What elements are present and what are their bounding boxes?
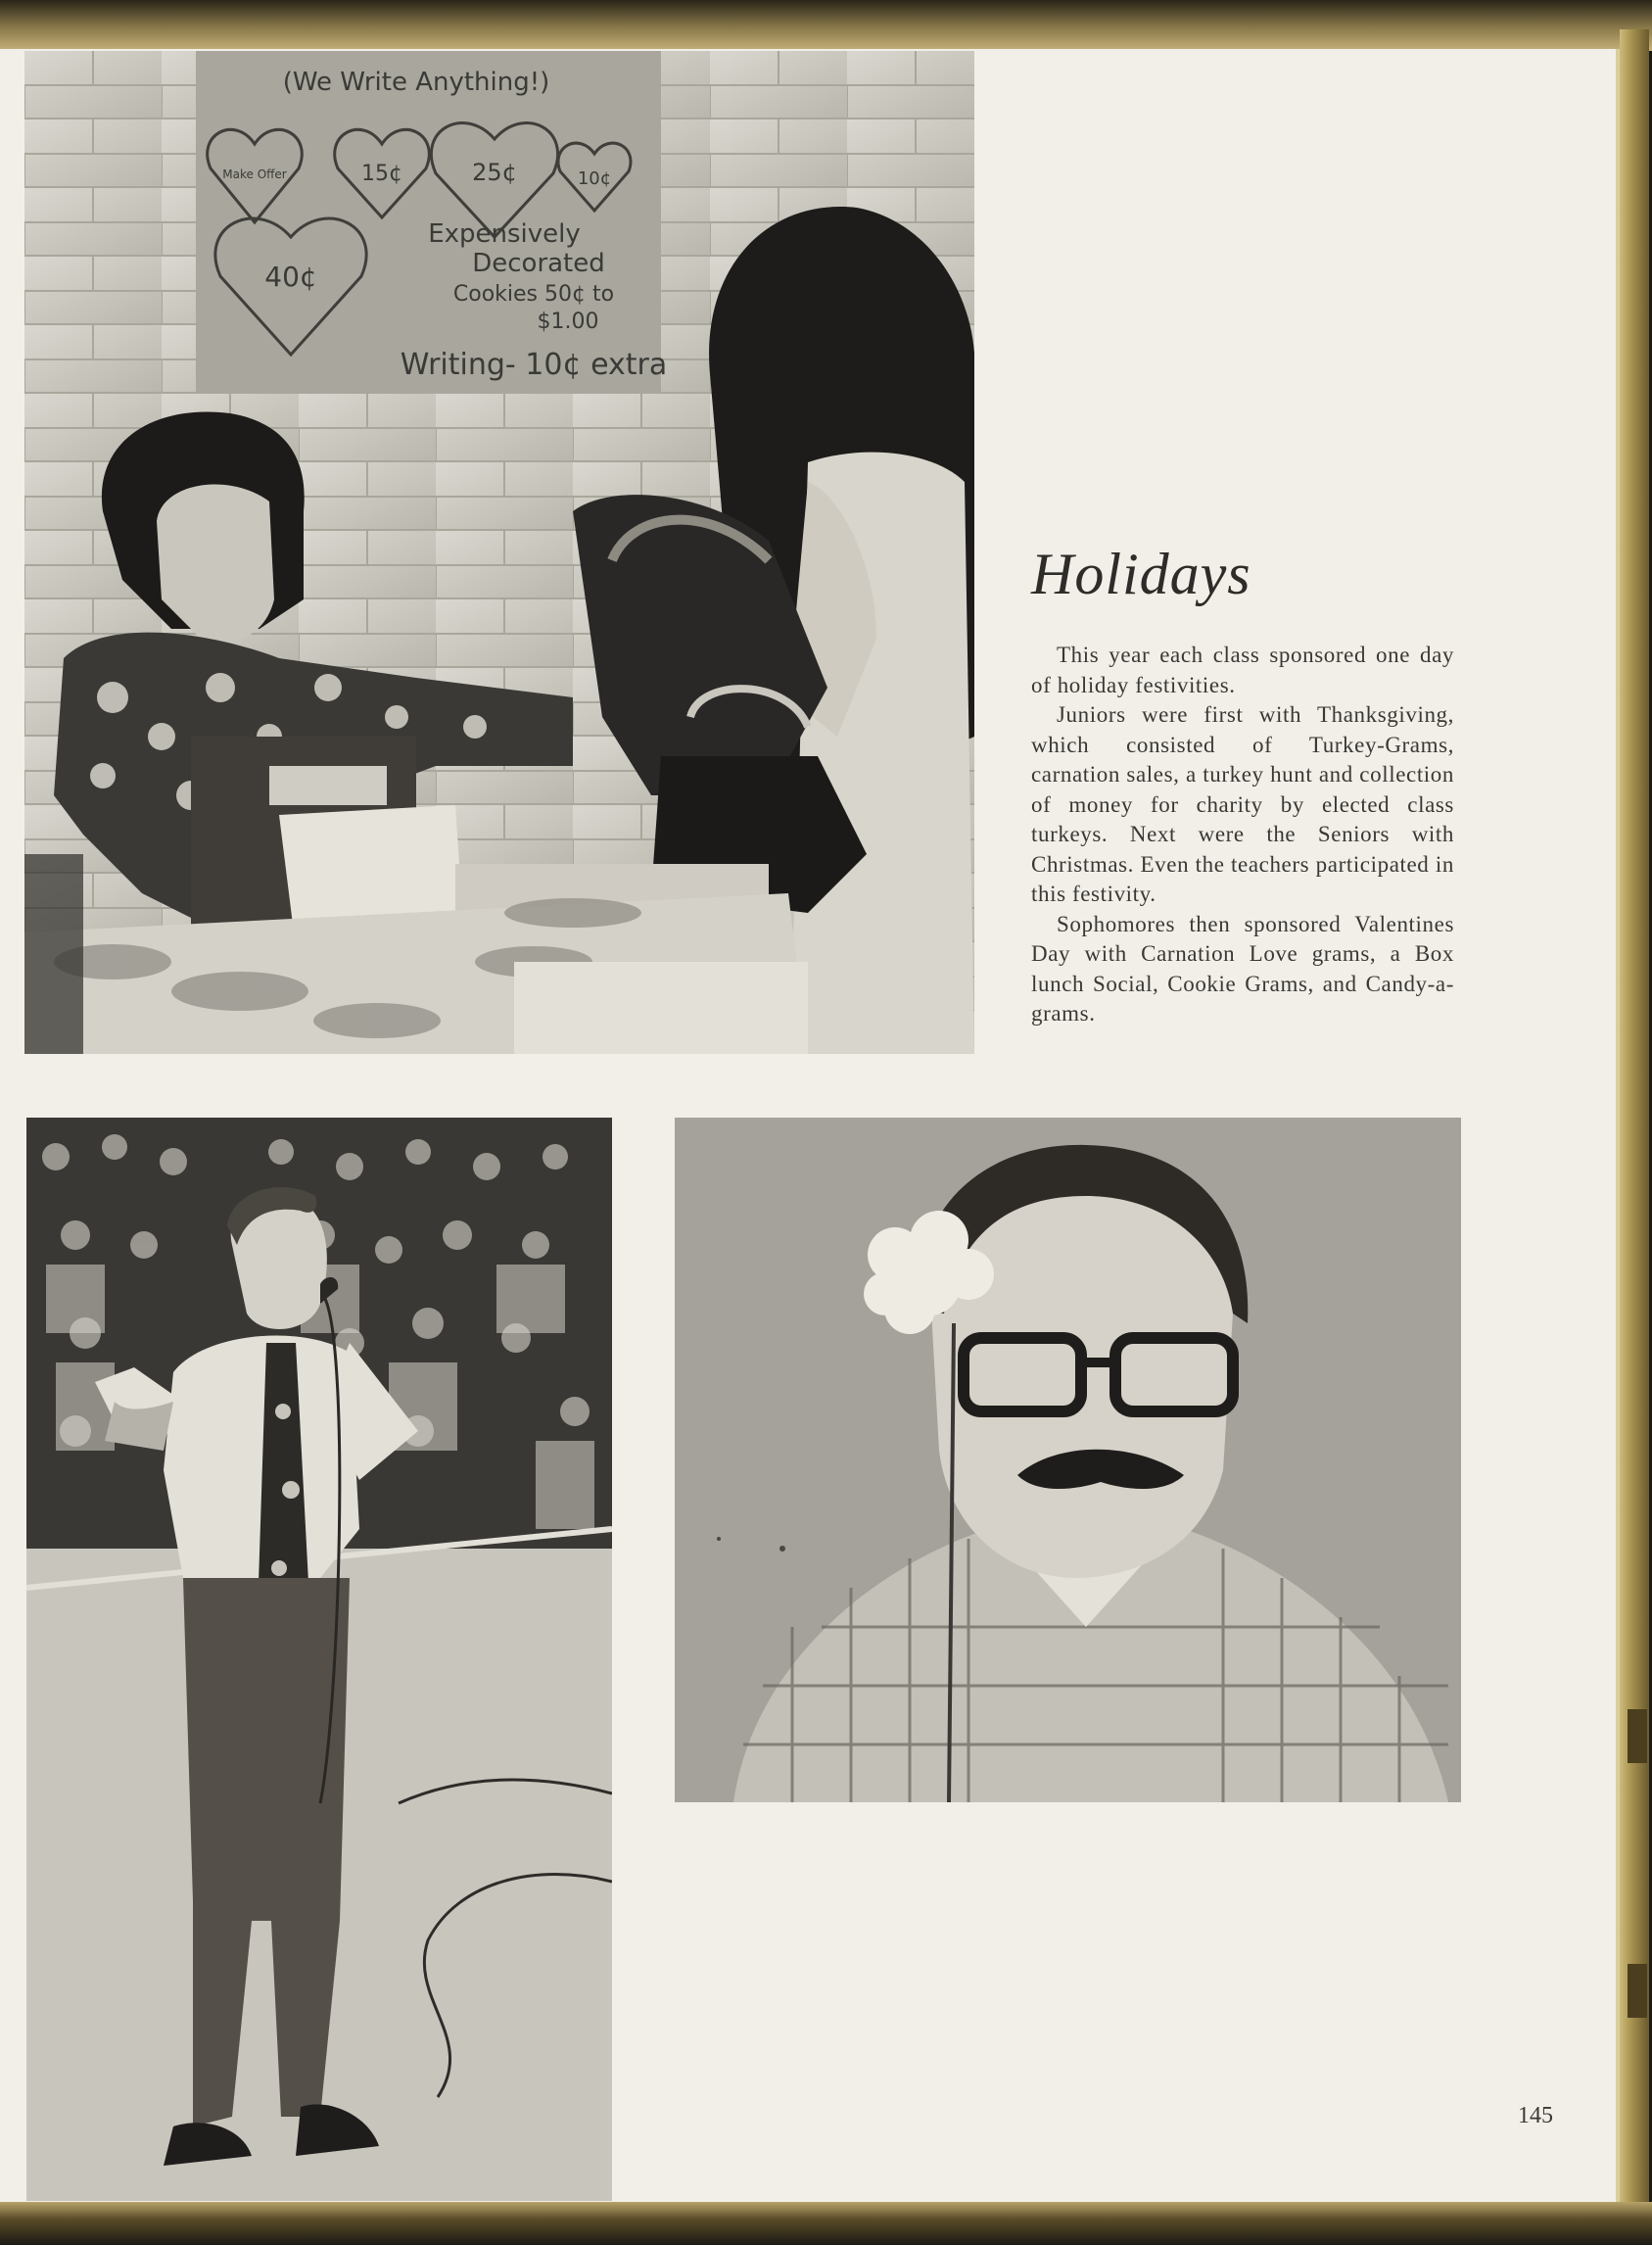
- sign-heart-3: 25¢: [472, 159, 517, 186]
- sign-note-4: $1.00: [537, 310, 599, 334]
- article-paragraph: Sophomores then sponsored Valentines Day with Carnation Love grams, a Box lunch Social, Cookie Grams, and Candy-a-grams.: [1031, 911, 1454, 1026]
- sign-heart-5: 40¢: [264, 261, 317, 293]
- article-paragraph: This year each class sponsored one day of holiday festivities.: [1031, 643, 1454, 697]
- page-number: 145: [1518, 2103, 1553, 2128]
- book-binding-top: [0, 0, 1652, 51]
- article-body: [1031, 641, 1454, 1029]
- photo-speaker-gym: [26, 1118, 612, 2201]
- sign-note-1: Expensively: [428, 219, 581, 249]
- sign-heart-4: 10¢: [577, 168, 612, 189]
- spine-mark: [1628, 1964, 1647, 2018]
- sign-heart-2: 15¢: [361, 162, 402, 186]
- article-heading: Holidays: [1031, 542, 1251, 606]
- sign-note-2: Decorated: [472, 249, 605, 278]
- sign-line-top: (We Write Anything!): [282, 68, 550, 97]
- sign-footer: Writing- 10¢ extra: [400, 348, 668, 382]
- sign-heart-1: Make Offer: [222, 167, 287, 181]
- sign-note-3: Cookies 50¢ to: [452, 282, 615, 307]
- article-paragraph: Juniors were first with Thanksgiving, which consisted of Turkey-Grams, carnation sales, a turkey hunt and collection of money for charity by elected class turkeys. Next were the Seniors with Christmas. Even the teachers participated in this festivity.: [1031, 702, 1454, 906]
- book-spine: [1620, 29, 1649, 2214]
- spine-mark: [1628, 1709, 1647, 1763]
- book-binding-bottom: [0, 2202, 1652, 2245]
- photo-teacher-carnation: [675, 1118, 1461, 1802]
- booth-sign: [196, 51, 667, 394]
- photo-cookie-booth: [24, 51, 974, 1054]
